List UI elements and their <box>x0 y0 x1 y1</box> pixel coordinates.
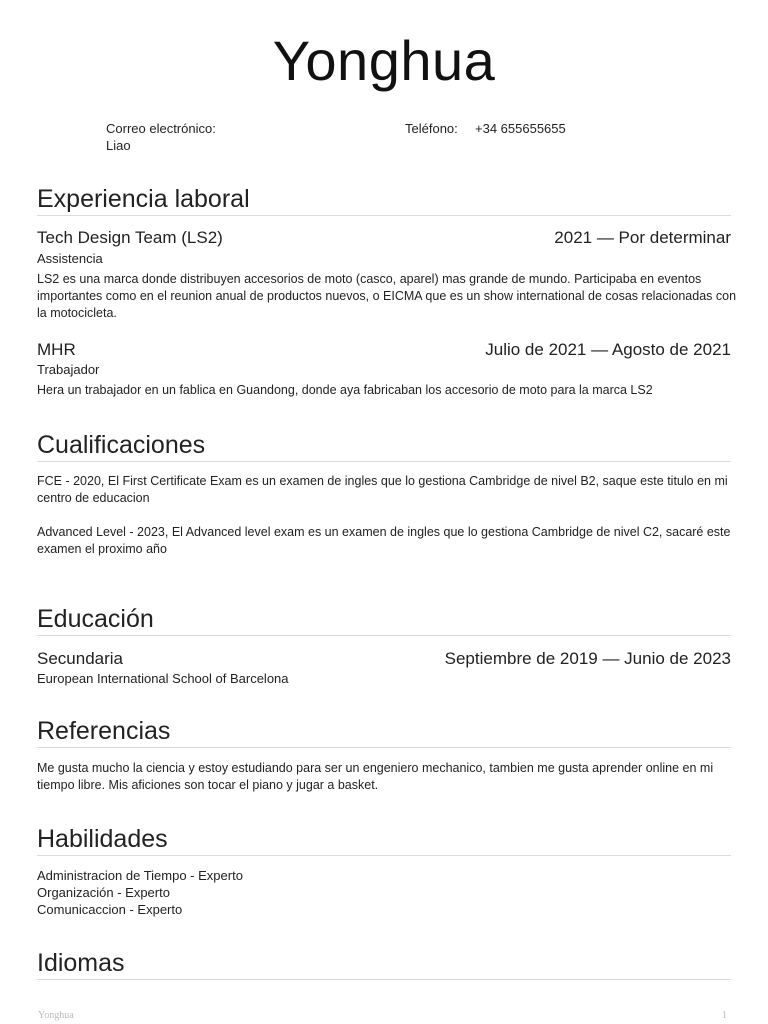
experience-role: Trabajador <box>37 362 100 377</box>
qualification-item: FCE - 2020, El First Certificate Exam es un examen de ingles que lo gestiona Cambridge de nivel B2, saque este titulo en mi centro de educacion <box>37 474 728 505</box>
skill-item: Comunicaccion - Experto <box>37 902 183 917</box>
skill-item: Organización - Experto <box>37 885 170 900</box>
resume-name: Yonghua <box>272 29 496 92</box>
experience-entry-2 <box>37 339 731 360</box>
experience-entry-1 <box>37 227 731 248</box>
phone-label: Teléfono: <box>405 121 458 136</box>
email-value: Liao <box>106 138 131 153</box>
experience-org: MHR <box>37 340 76 359</box>
languages-heading: Idiomas <box>37 948 731 980</box>
experience-dates: 2021 — Por determinar <box>554 228 731 247</box>
education-dates: Septiembre de 2019 — Junio de 2023 <box>444 649 731 668</box>
education-entry <box>37 648 731 669</box>
experience-dates: Julio de 2021 — Agosto de 2021 <box>485 340 731 359</box>
education-degree: Secundaria <box>37 649 124 668</box>
references-heading: Referencias <box>37 716 731 748</box>
skill-item: Administracion de Tiempo - Experto <box>37 868 243 883</box>
email-label: Correo electrónico: <box>106 121 216 136</box>
phone-value: +34 655655655 <box>475 121 566 136</box>
experience-org: Tech Design Team (LS2) <box>37 228 223 247</box>
experience-role: Assistencia <box>37 251 103 266</box>
references-text: Me gusta mucho la ciencia y estoy estudiando para ser un engeniero mechanico, tambien me gusta aprender online en mi tiempo libre. Mis aficiones son tocar el piano y jugar a basket. <box>37 761 714 792</box>
experience-heading: Experiencia laboral <box>37 184 731 216</box>
experience-description: Hera un trabajador en un fablica en Guandong, donde aya fabricaban los accesorio de moto para la marca LS2 <box>37 383 653 397</box>
skills-heading: Habilidades <box>37 824 731 856</box>
qualifications-heading: Cualificaciones <box>37 430 731 462</box>
footer-name: Yonghua <box>38 1010 74 1021</box>
education-heading: Educación <box>37 604 731 636</box>
qualification-item: Advanced Level - 2023, El Advanced level exam es un examen de ingles que lo gestiona Cambridge de nivel C2, sacaré este examen el proximo año <box>37 525 731 556</box>
footer-page-number: 1 <box>722 1010 727 1021</box>
experience-description: LS2 es una marca donde distribuyen accesorios de moto (casco, aparel) mas grande de mundo. Participaba en eventos importantes como en el reunion anual de productos nuevos, o EICMA que es un show international de cosas relacionadas con la motocicleta. <box>37 272 737 320</box>
education-school: European International School of Barcelona <box>37 671 289 686</box>
